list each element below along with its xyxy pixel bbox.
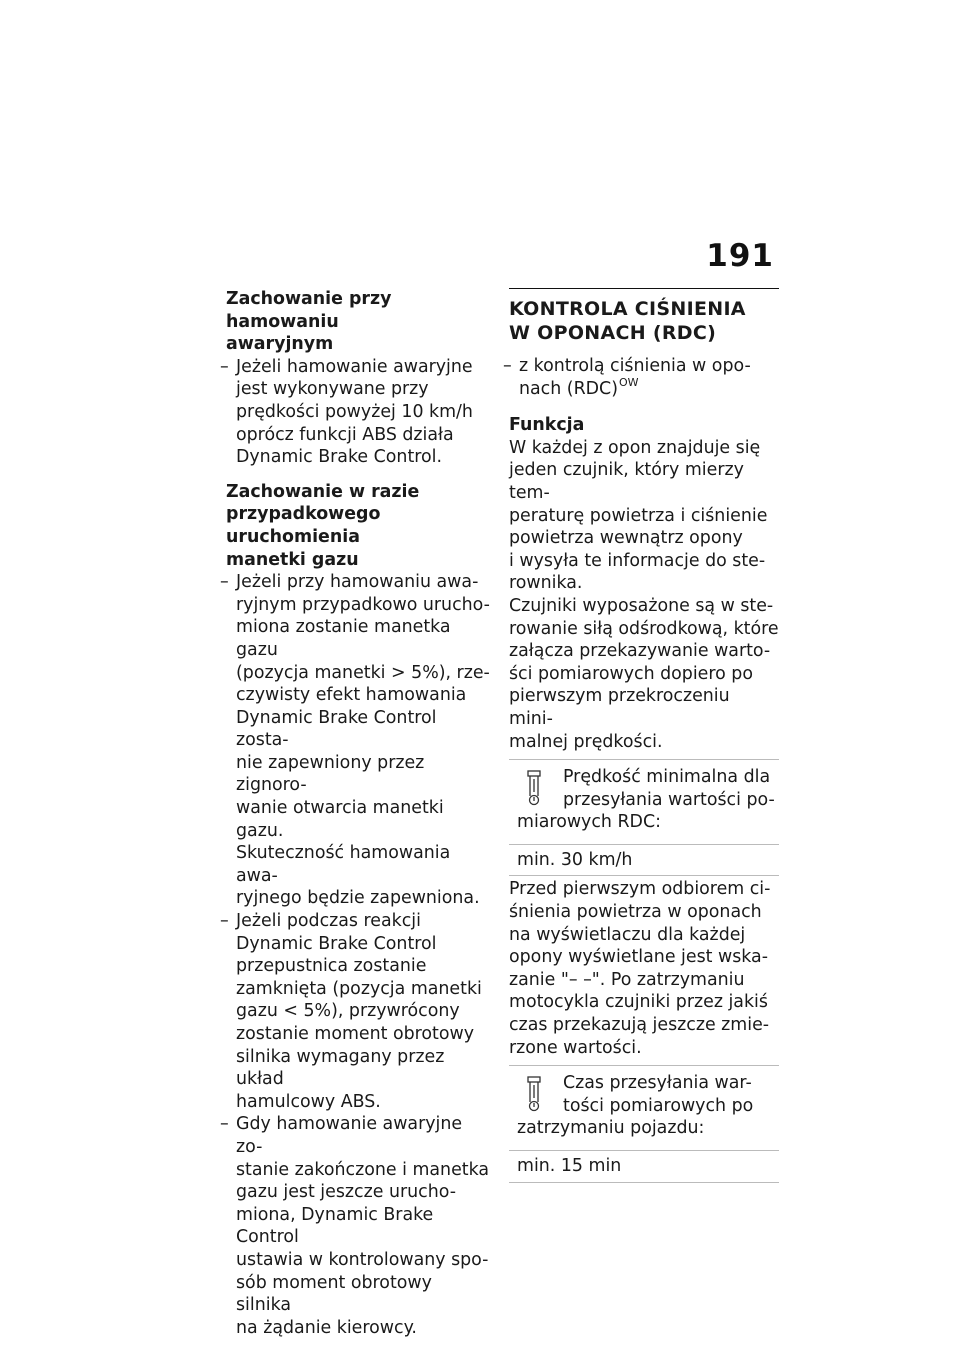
text-line: jest wykonywane przy [236, 379, 429, 400]
section-heading [226, 288, 492, 356]
text-line: miona zostanie manetka gazu [236, 617, 451, 660]
text-line: Jeżeli przy hamowaniu awa- [236, 572, 479, 593]
text-line: powietrza wewnątrz opony [509, 528, 743, 549]
text-line: oprócz funkcji ABS działa [236, 424, 454, 445]
text-line: ryjnym przypadkowo urucho- [236, 594, 490, 615]
text-line: malnej prędkości. [509, 731, 663, 752]
text-line: Dynamic Brake Control [236, 933, 437, 954]
tire-pressure-gauge-icon [527, 1076, 541, 1112]
title-line: KONTROLA CIŚNIENIA [509, 298, 746, 320]
spec-header [509, 1066, 779, 1151]
heading-line: Zachowanie przy hamowaniu [226, 289, 392, 332]
text-line: ustawia w kontrolowany spo- [236, 1249, 489, 1270]
paragraph [509, 595, 779, 753]
text-line: załącza przekazywanie warto- [509, 641, 771, 662]
text-line [519, 375, 779, 403]
dash-marker: – [220, 1114, 229, 1135]
text-line: miarowych RDC: [517, 812, 661, 833]
text-line: rownika. [509, 573, 583, 594]
heading-line: awaryjnym [226, 334, 334, 355]
text-line: Dynamic Brake Control. [236, 447, 443, 468]
text-line: jeden czujnik, który mierzy tem- [509, 460, 744, 503]
text-fragment: nach (RDC) [519, 378, 618, 399]
dash-marker: – [503, 356, 512, 376]
text-line: na żądanie kierowcy. [236, 1317, 417, 1338]
list-item [220, 571, 492, 910]
text-line: opony wyświetlane jest wska- [509, 947, 768, 968]
text-line: przepustnica zostanie [236, 956, 427, 977]
title-line: W OPONACH (RDC) [509, 322, 717, 344]
text-line: stanie zakończone i manetka [236, 1159, 490, 1180]
text-line: pierwszym przekroczeniu mini- [509, 686, 730, 729]
dash-marker: – [220, 911, 229, 932]
paragraph [509, 878, 779, 1059]
spec-value: min. 15 min [517, 1156, 622, 1176]
option-superscript: OW [618, 375, 639, 389]
text-line: tości pomiarowych po [563, 1095, 754, 1116]
spec-label [517, 1072, 777, 1140]
text-line: gazu jest jeszcze urucho- [236, 1182, 456, 1203]
section-title [509, 288, 779, 345]
text-line: Dynamic Brake Control zosta- [236, 707, 437, 751]
text-line: czywisty efekt hamowania [236, 685, 467, 706]
text-line: zanie "– –". Po zatrzymaniu [509, 969, 745, 990]
text-line: Gdy hamowanie awaryjne zo- [236, 1114, 463, 1157]
text-line: Przed pierwszym odbiorem ci- [509, 879, 771, 900]
text-line: zatrzymaniu pojazdu: [517, 1118, 705, 1139]
section-throttle [220, 481, 492, 1340]
text-line: nie zapewniony przez zignoro- [236, 752, 425, 796]
text-line: z kontrolą ciśnienia w opo- [519, 356, 751, 376]
text-line: rzone wartości. [509, 1037, 642, 1058]
text-line: rowanie siłą odśrodkową, które [509, 618, 779, 639]
text-line: zamknięta (pozycja manetki [236, 978, 482, 999]
section-heading [226, 481, 492, 571]
heading-line: przypadkowego uruchomienia [226, 504, 381, 547]
tire-pressure-gauge-icon [527, 770, 541, 806]
option-item [503, 355, 779, 402]
heading-line: Zachowanie w razie [226, 481, 420, 502]
text-line: i wysyła te informacje do ste- [509, 550, 766, 571]
spec-header [509, 760, 779, 845]
dash-marker: – [220, 356, 229, 377]
text-line: Jeżeli hamowanie awaryjne [236, 356, 473, 377]
dash-marker: – [220, 572, 229, 593]
text-line: miona, Dynamic Brake Control [236, 1204, 434, 1248]
page-number: 191 [706, 238, 774, 274]
text-line: Skuteczność hamowania awa- [236, 843, 451, 886]
text-line: (pozycja manetki > 5%), rze- [236, 662, 490, 683]
text-line: peraturę powietrza i ciśnienie [509, 505, 768, 526]
spec-value: min. 30 km/h [517, 849, 633, 870]
text-line: wanie otwarcia manetki gazu. [236, 798, 444, 841]
text-line: W każdej z opon znajduje się [509, 437, 761, 458]
text-line: przesyłania wartości po- [563, 789, 775, 810]
text-line: Czas przesyłania war- [563, 1073, 752, 1094]
text-line: Jeżeli podczas reakcji [236, 911, 421, 932]
text-line: Czujniki wyposażone są w ste- [509, 595, 774, 616]
spec-label [517, 766, 777, 834]
section-emergency-braking [220, 288, 492, 469]
text-line: prędkości powyżej 10 km/h [236, 401, 473, 422]
text-line: motocykla czujniki przez jakiś [509, 992, 768, 1013]
text-line: hamulcowy ABS. [236, 1091, 381, 1112]
spec-box [509, 759, 779, 876]
text-line: śnienia powietrza w oponach [509, 902, 762, 923]
text-line: Prędkość minimalna dla [563, 767, 771, 788]
text-line: czas przekazują jeszcze zmie- [509, 1015, 770, 1036]
text-line: gazu < 5%), przywrócony [236, 1001, 460, 1022]
left-column [220, 288, 492, 1351]
list-item [220, 910, 492, 1113]
text-line: ryjnego będzie zapewniona. [236, 888, 480, 909]
text-line: silnika wymagany przez układ [236, 1046, 445, 1090]
paragraph [509, 437, 779, 595]
text-line: na wyświetlaczu dla każdej [509, 924, 746, 945]
function-heading: Funkcja [509, 415, 585, 436]
spec-box [509, 1065, 779, 1182]
text-line: ści pomiarowych dopiero po [509, 663, 753, 684]
text-line: zostanie moment obrotowy [236, 1024, 475, 1044]
text-line: sób moment obrotowy silnika [236, 1272, 432, 1316]
list-item [220, 356, 492, 469]
list-item [220, 1113, 492, 1339]
heading-line: manetki gazu [226, 549, 359, 570]
right-column [503, 288, 779, 1185]
